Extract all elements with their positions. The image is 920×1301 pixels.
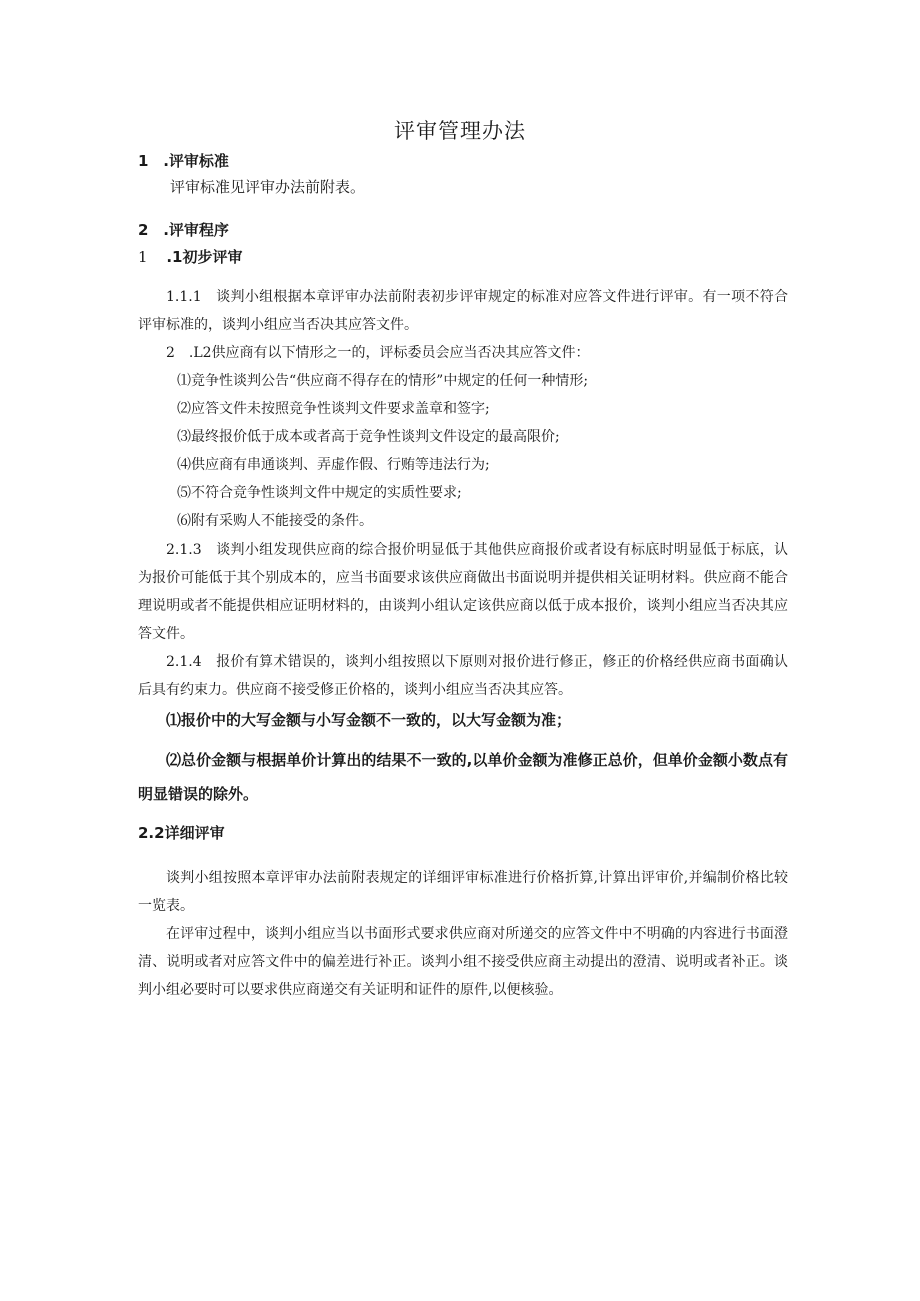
list-item: ⑸不符合竞争性谈判文件中规定的实质性要求; bbox=[177, 485, 462, 501]
section-1-number: 1 bbox=[138, 152, 149, 170]
section-1-title: .评审标准 bbox=[163, 152, 229, 170]
paragraph-2-1-3: 2.1.3 谈判小组发现供应商的综合报价明显低于其他供应商报价或者设有标底时明显低于标底，认为报价可能低于其个别成本的，应当书面要求该供应商做出书面说明并提供相关证明材料。供应商不能合理说明或者不能提供相应证明材料的，由谈判小组认定该供应商以低于成本报价，谈判小组应当否决其应答文件。 bbox=[138, 542, 788, 642]
section-1-heading bbox=[138, 150, 229, 171]
document-title: 评审管理办法 bbox=[394, 119, 526, 143]
paragraph-2-2-2: 在评审过程中，谈判小组应当以书面形式要求供应商对所递交的应答文件中不明确的内容进行书面澄清、说明或者对应答文件中的偏差进行补正。谈判小组不接受供应商主动提出的澄清、说明或者补正。谈判小组必要时可以要求供应商递交有关证明和证件的原件,以便核验。 bbox=[138, 926, 788, 998]
section-2-1-title: .1初步评审 bbox=[166, 248, 243, 266]
section-2-2-heading bbox=[138, 822, 225, 843]
paragraph-2-1-2: 2 .L2供应商有以下情形之一的，评标委员会应当否决其应答文件： bbox=[166, 345, 590, 361]
section-2-title: .评审程序 bbox=[163, 221, 229, 239]
section-2-number: 2 bbox=[138, 221, 149, 239]
paragraph-2-1-1: 1.1.1 谈判小组根据本章评审办法前附表初步评审规定的标准对应答文件进行评审。有一项不符合评审标准的，谈判小组应当否决其应答文件。 bbox=[138, 289, 788, 333]
section-2-1-heading bbox=[138, 246, 242, 267]
list-item: ⑵应答文件未按照竞争性谈判文件要求盖章和签字; bbox=[177, 401, 490, 417]
list-item: ⑶最终报价低于成本或者高于竞争性谈判文件设定的最高限价; bbox=[177, 429, 560, 445]
list-item: ⑷供应商有串通谈判、弄虚作假、行贿等违法行为; bbox=[177, 457, 490, 473]
list-item: ⑹附有采购人不能接受的条件。 bbox=[177, 513, 373, 529]
paragraph-2-1-4: 2.1.4 报价有算术错误的，谈判小组按照以下原则对报价进行修正，修正的价格经供应商书面确认后具有约束力。供应商不接受修正价格的，谈判小组应当否决其应答。 bbox=[138, 654, 788, 698]
section-2-heading bbox=[138, 219, 229, 240]
section-1-text: 评审标准见评审办法前附表。 bbox=[170, 178, 366, 196]
rule-2: ⑵总价金额与根据单价计算出的结果不一致的,以单价金额为准修正总价，但单价金额小数点有明显错误的除外。 bbox=[138, 751, 788, 803]
paragraph-2-2-1: 谈判小组按照本章评审办法前附表规定的详细评审标准进行价格折算,计算出评审价,并编制价格比较一览表。 bbox=[138, 870, 788, 914]
section-2-1-number: 1 bbox=[138, 248, 148, 266]
list-item: ⑴竞争性谈判公告“供应商不得存在的情形”中规定的任何一种情形; bbox=[177, 373, 589, 389]
rule-1: ⑴报价中的大写金额与小写金额不一致的，以大写金额为准； bbox=[166, 711, 572, 729]
section-2-2-title: 2.2详细评审 bbox=[138, 824, 225, 842]
